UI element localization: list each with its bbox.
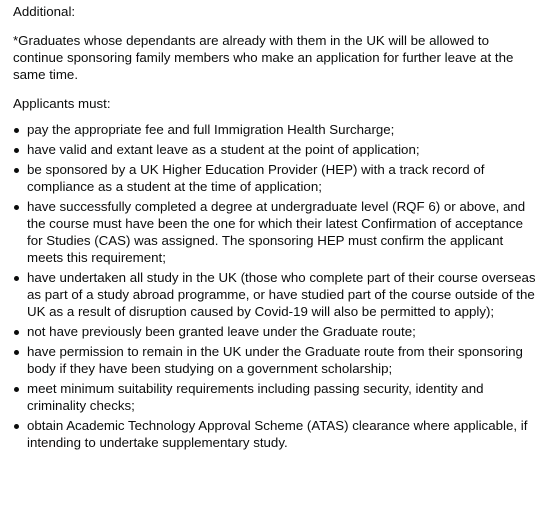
bullet-icon [14,205,19,210]
list-item-text: have undertaken all study in the UK (those who complete part of their course overseas as part of a study abroad programme, or have studied part of the course outside of the UK as a result of disruption caused by Covid-19 will also be permitted to apply); [27,270,536,319]
list-item [13,269,539,320]
list-item-text: have valid and extant leave as a student at the point of application; [27,142,420,157]
bullet-icon [14,148,19,153]
bullet-icon [14,424,19,429]
bullet-icon [14,128,19,133]
list-item-text: have permission to remain in the UK under the Graduate route from their sponsoring body if they have been studying on a government scholarship; [27,344,523,376]
section-heading: Additional: [13,4,76,19]
list-item-text: pay the appropriate fee and full Immigration Health Surcharge; [27,122,395,137]
bullet-icon [14,350,19,355]
list-item [13,198,539,266]
list-item-text: have successfully completed a degree at undergraduate level (RQF 6) or above, and the course must have been the one for which their latest Confirmation of acceptance for Studies (CAS) was assigned. The sponsoring HEP must confirm the applicant meets this requirement; [27,199,526,265]
list-item-text: obtain Academic Technology Approval Scheme (ATAS) clearance where applicable, if intending to undertake supplementary study. [27,418,528,450]
bullet-icon [14,387,19,392]
list-item [13,141,539,158]
requirements-list [13,121,539,451]
list-item [13,343,539,377]
requirements-intro: Applicants must: [13,96,111,111]
bullet-icon [14,276,19,281]
bullet-icon [14,168,19,173]
list-item-text: be sponsored by a UK Higher Education Provider (HEP) with a track record of compliance as a student at the time of application; [27,162,485,194]
list-item [13,417,539,451]
list-item-text: meet minimum suitability requirements including passing security, identity and criminality checks; [27,381,484,413]
bullet-icon [14,330,19,335]
list-item [13,121,539,138]
list-item [13,161,539,195]
list-item [13,380,539,414]
list-item-text: not have previously been granted leave under the Graduate route; [27,324,416,339]
dependants-note: *Graduates whose dependants are already with them in the UK will be allowed to continue sponsoring family members who make an application for further leave at the same time. [13,33,514,82]
list-item [13,323,539,340]
